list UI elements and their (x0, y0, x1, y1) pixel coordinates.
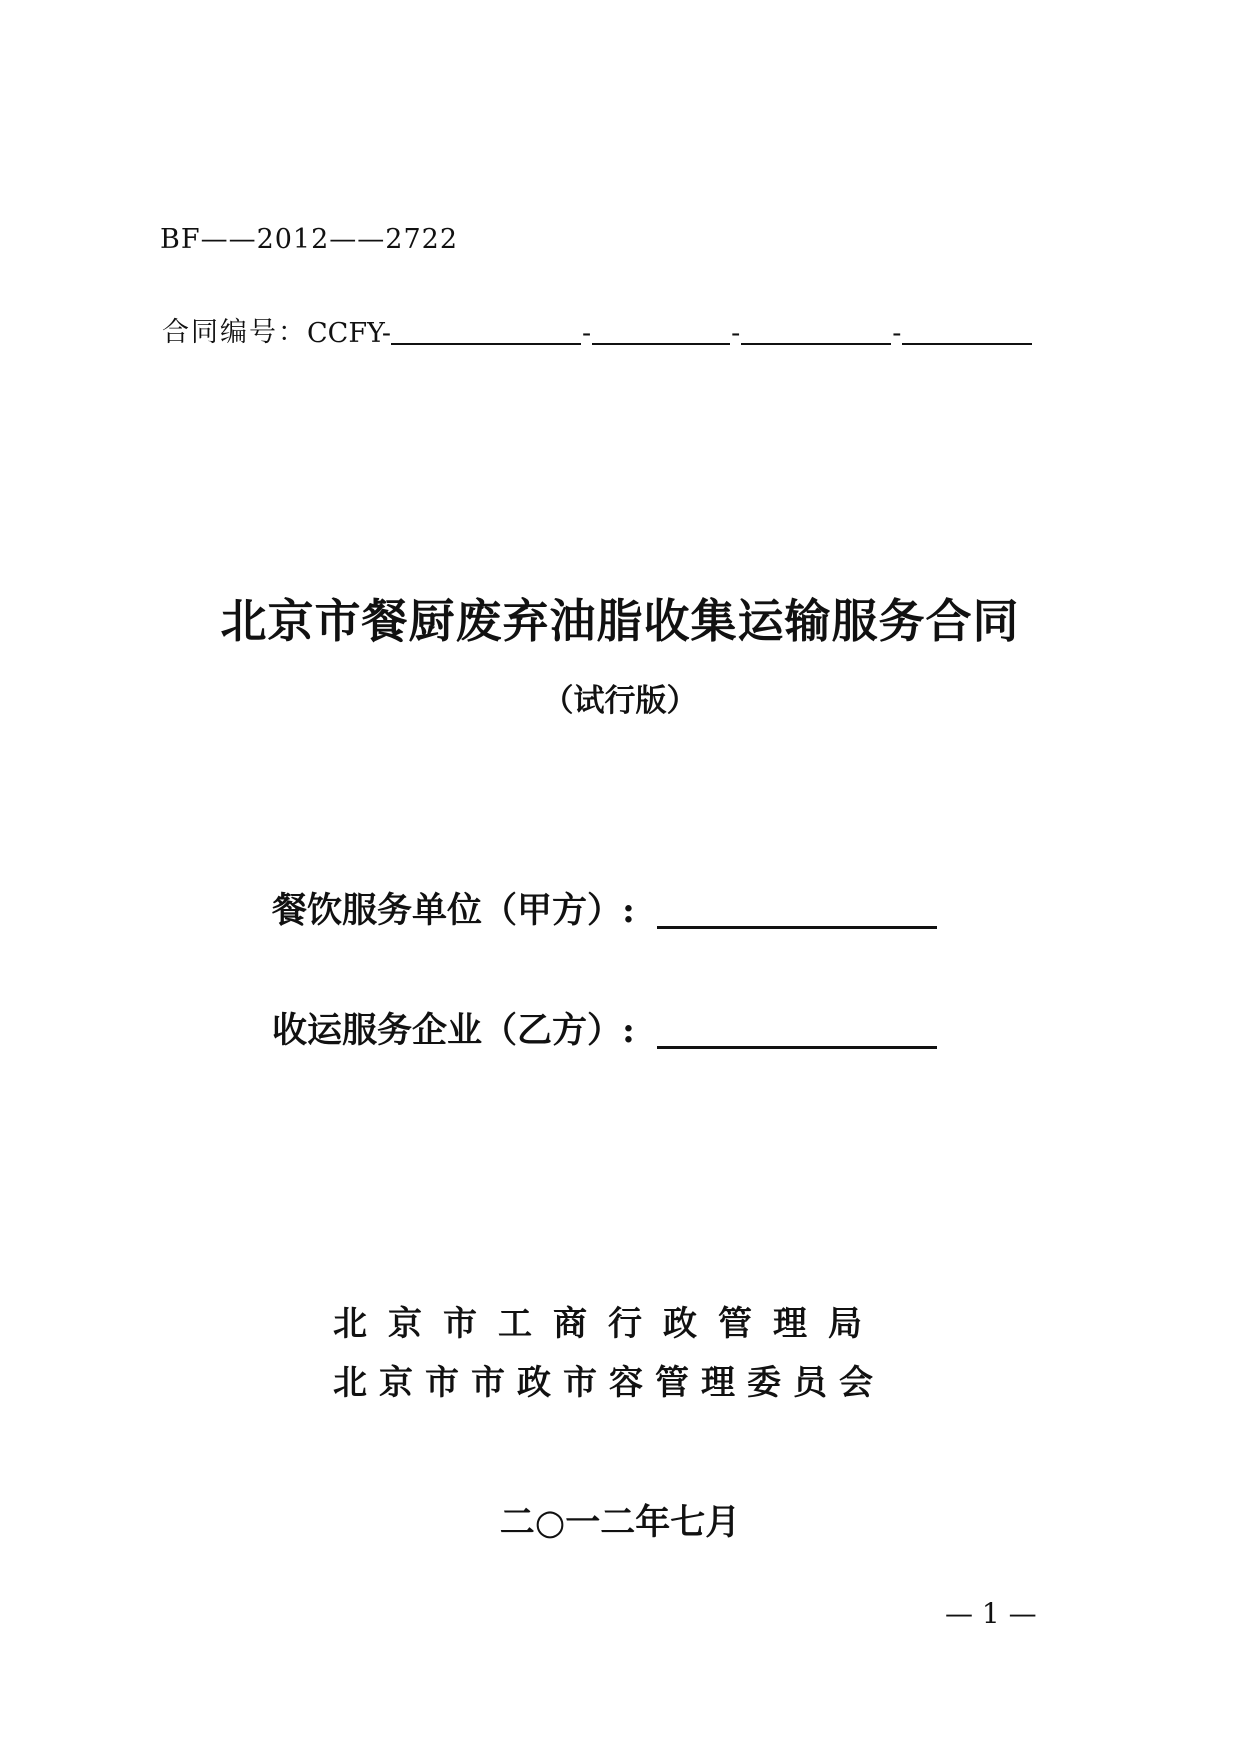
party-a-line (272, 883, 937, 933)
contract-number-blank-1[interactable] (391, 317, 581, 345)
issuing-authority-2: 北京市市政市容管理委员会 (333, 1363, 885, 1403)
document-subtitle: （试行版） (542, 683, 698, 719)
contract-number-prefix: CCFY- (307, 318, 392, 349)
contract-number-line (162, 309, 1032, 349)
contract-number-label: 合同编号： (162, 317, 307, 348)
party-b-line (272, 1003, 937, 1053)
document-code: BF——2012——2722 (160, 224, 459, 255)
issue-date: 二○一二年七月 (499, 1502, 741, 1543)
party-a-blank[interactable] (657, 896, 937, 929)
party-b-label: 收运服务企业（乙方）: (272, 1010, 635, 1051)
party-a-label: 餐饮服务单位（甲方）: (272, 890, 635, 931)
page-number: — 1 — (945, 1597, 1037, 1630)
document-title: 北京市餐厨废弃油脂收集运输服务合同 (220, 594, 1020, 648)
contract-number-separator: - (731, 318, 741, 349)
party-b-blank[interactable] (657, 1016, 937, 1049)
issuing-authority-1: 北京市工商行政管理局 (333, 1304, 883, 1344)
contract-number-blank-2[interactable] (592, 317, 730, 345)
contract-number-separator: - (892, 318, 902, 349)
contract-number-blank-4[interactable] (902, 317, 1032, 345)
contract-number-blank-3[interactable] (741, 317, 891, 345)
contract-number-separator: - (582, 318, 592, 349)
